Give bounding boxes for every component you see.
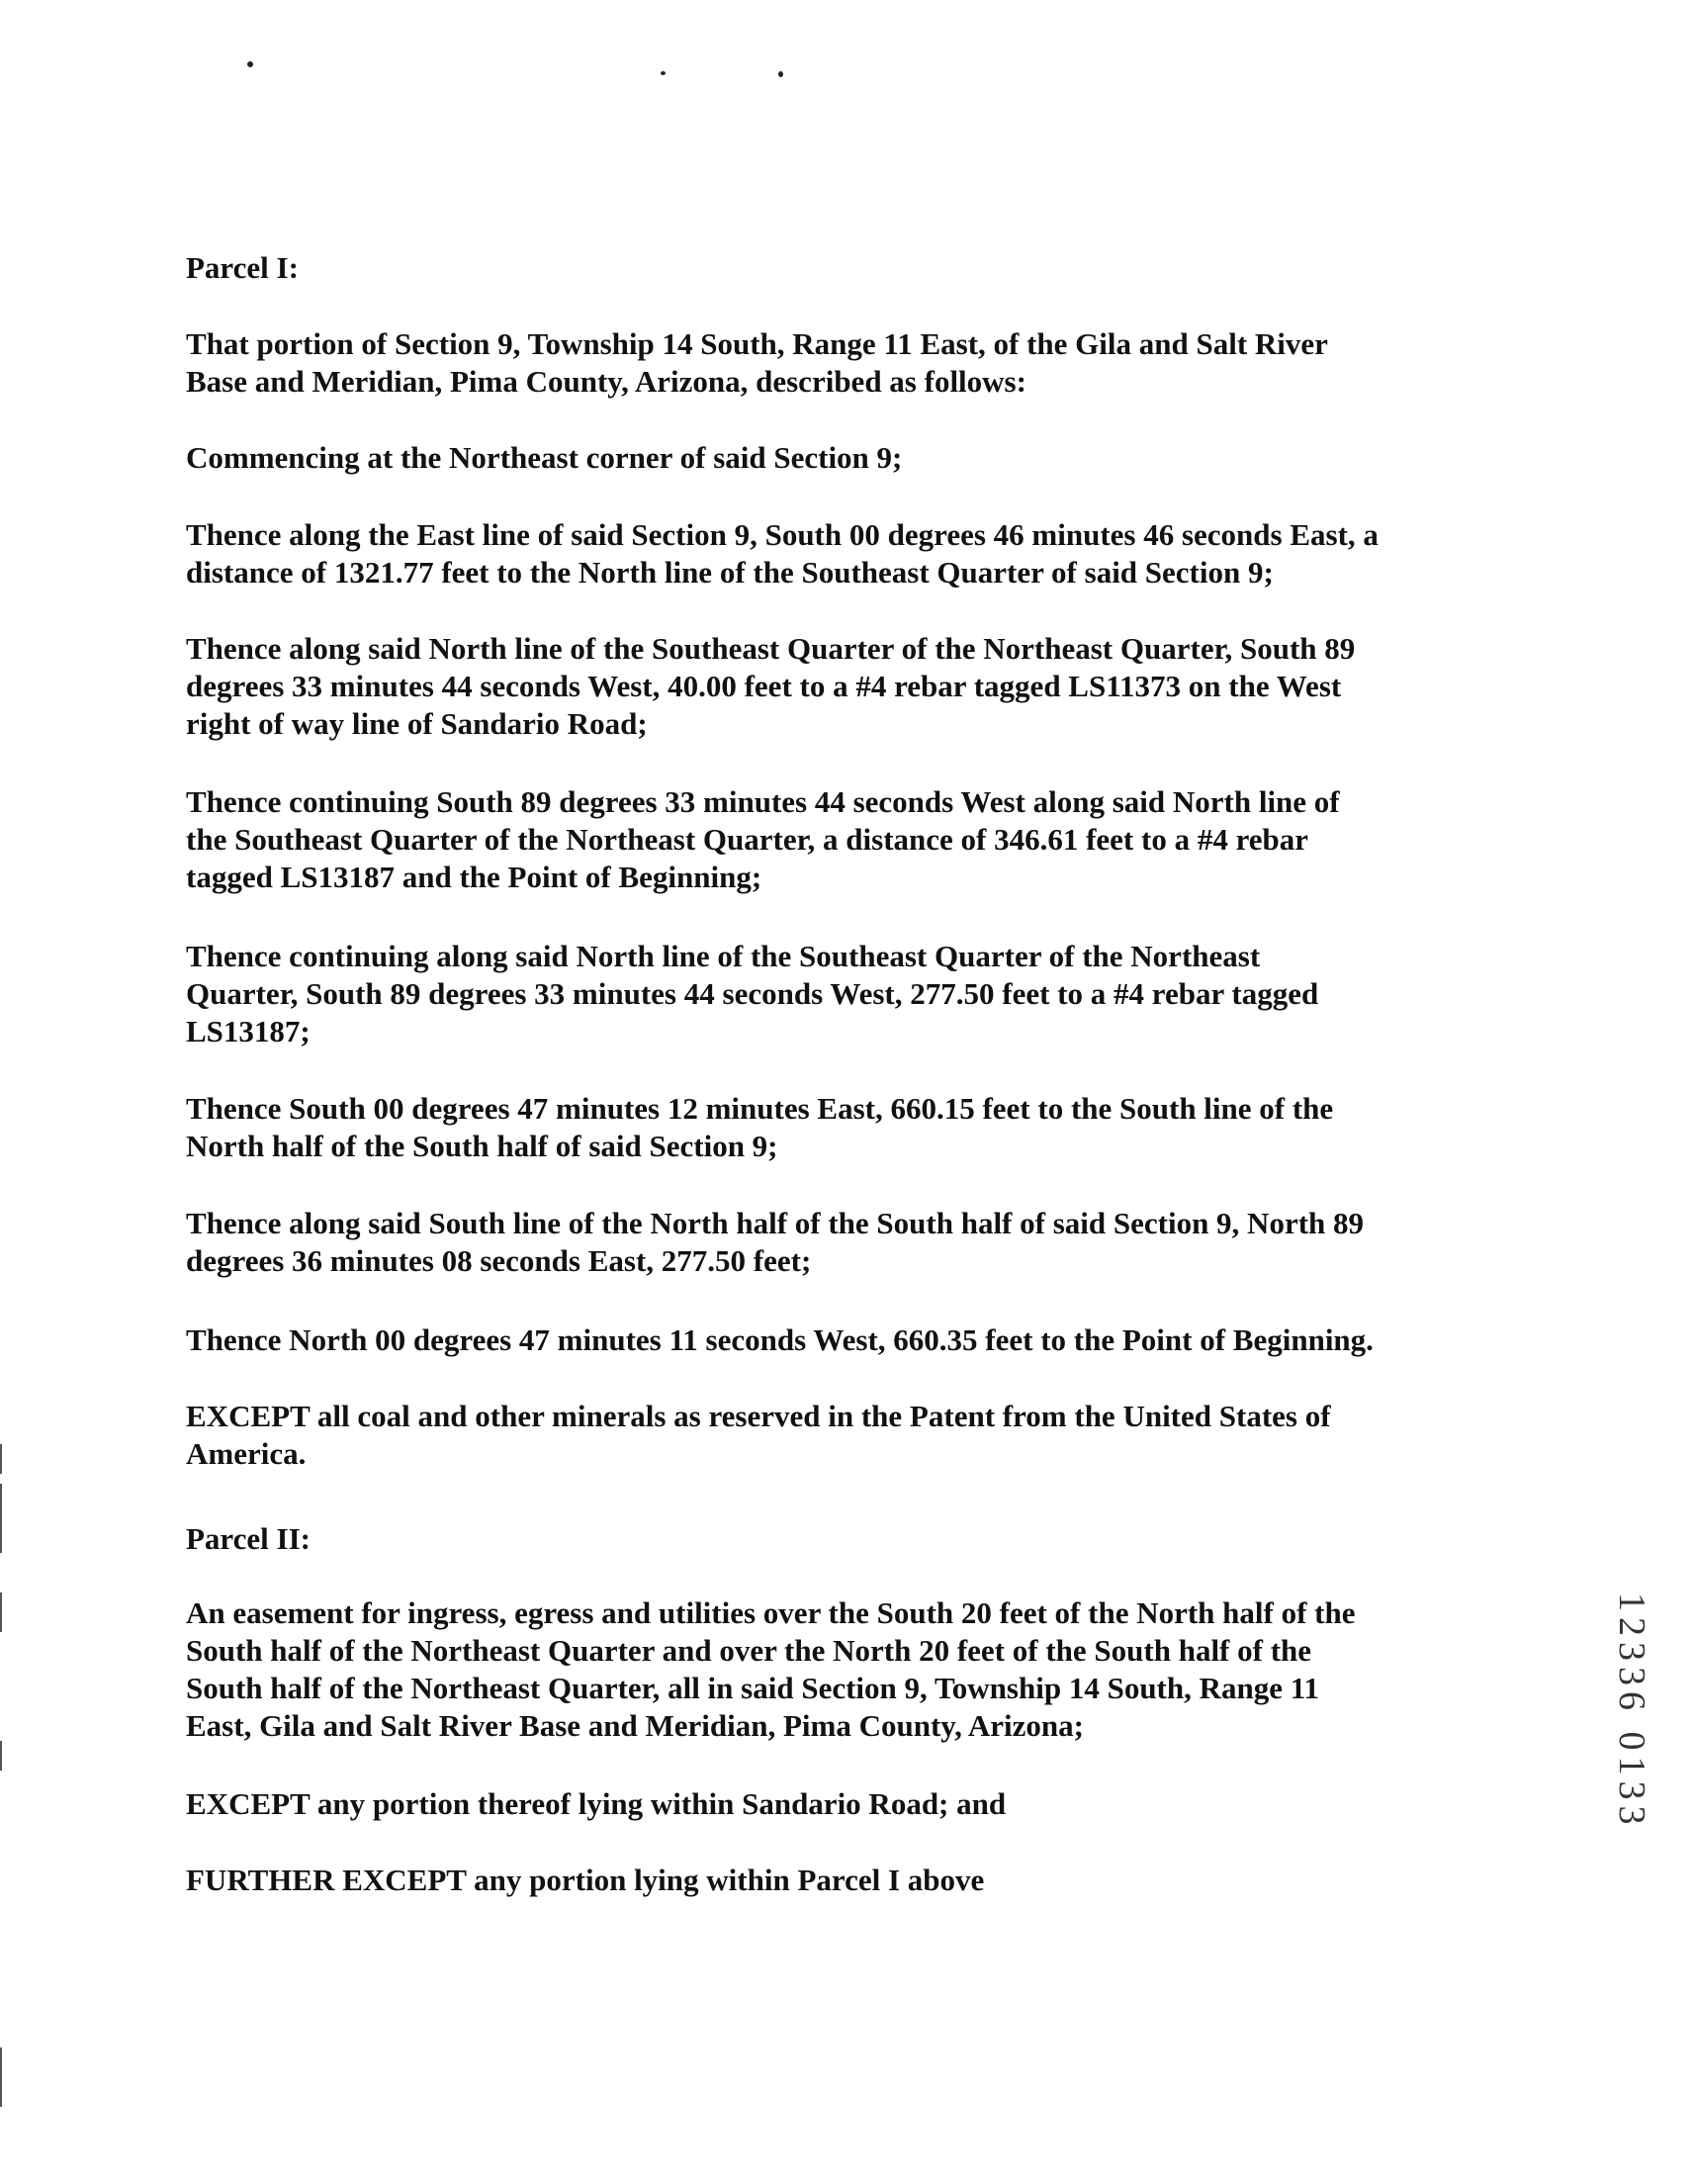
parcel-1-course-6: Thence along said South line of the North half of the South half of said Section 9, North 89 degrees 36 minutes 08 seconds East, 277.50 feet; [186,1206,1365,1278]
parcel-1-intro: That portion of Section 9, Township 14 South, Range 11 East, of the Gila and Salt River Base and Meridian, Pima County, Arizona, described as follows: [186,326,1328,399]
scan-edge-mark [0,1592,2,1632]
recording-number-text: 12336 0133 [1611,1592,1652,1831]
scan-edge-mark [0,1484,2,1553]
parcel-2-heading: Parcel II: [186,1521,311,1556]
parcel-2-easement: An easement for ingress, egress and utilities over the South 20 feet of the North half of the South half of the Northeast Quarter and over the North 20 feet of the South half of the South half of the Northeast Quarter, all in said Section 9, Township 14 South, Range 11 East, Gila and Salt River Base and Meridian, Pima County, Arizona; [186,1595,1356,1743]
parcel-1-course-1: Thence along the East line of said Section 9, South 00 degrees 46 minutes 46 seconds East, a distance of 1321.77 feet to the North line of the Southeast Quarter of said Section 9; [186,517,1379,590]
parcel-1-course-2: Thence along said North line of the Southeast Quarter of the Northeast Quarter, South 89 degrees 33 minutes 44 seconds West, 40.00 feet to a #4 rebar tagged LS11373 on the West right of way line of Sandario Road; [186,631,1356,741]
scan-speck [247,61,253,67]
scan-speck [778,71,783,77]
scan-edge-mark [0,1741,2,1771]
parcel-1-course-5: Thence South 00 degrees 47 minutes 12 minutes East, 660.15 feet to the South line of the North half of the South half of said Section 9; [186,1091,1334,1163]
parcel-1-except: EXCEPT all coal and other minerals as reserved in the Patent from the United States of America. [186,1399,1331,1471]
scan-edge-mark [0,1444,2,1474]
scan-edge-mark [0,2048,2,2107]
parcel-2-further-except: FURTHER EXCEPT any portion lying within Parcel I above [186,1863,985,1897]
parcel-1-course-4: Thence continuing along said North line of the Southeast Quarter of the Northeast Quarter, South 89 degrees 33 minutes 44 seconds West, 277.50 feet to a #4 rebar tagged LS13187; [186,939,1319,1048]
parcel-1-course-3: Thence continuing South 89 degrees 33 minutes 44 seconds West along said North line of the Southeast Quarter of the Northeast Quarter, a distance of 346.61 feet to a #4 rebar tagged LS13187 and the Point of Beginning; [186,784,1340,894]
parcel-1-course-7: Thence North 00 degrees 47 minutes 11 seconds West, 660.35 feet to the Point of Beginning. [186,1322,1374,1357]
parcel-2-except: EXCEPT any portion thereof lying within Sandario Road; and [186,1786,1007,1821]
parcel-1-heading: Parcel I: [186,250,299,285]
scan-speck [661,71,666,75]
recording-number-stamp [1602,1592,1661,1889]
parcel-1-commencing: Commencing at the Northeast corner of said Section 9; [186,440,903,475]
